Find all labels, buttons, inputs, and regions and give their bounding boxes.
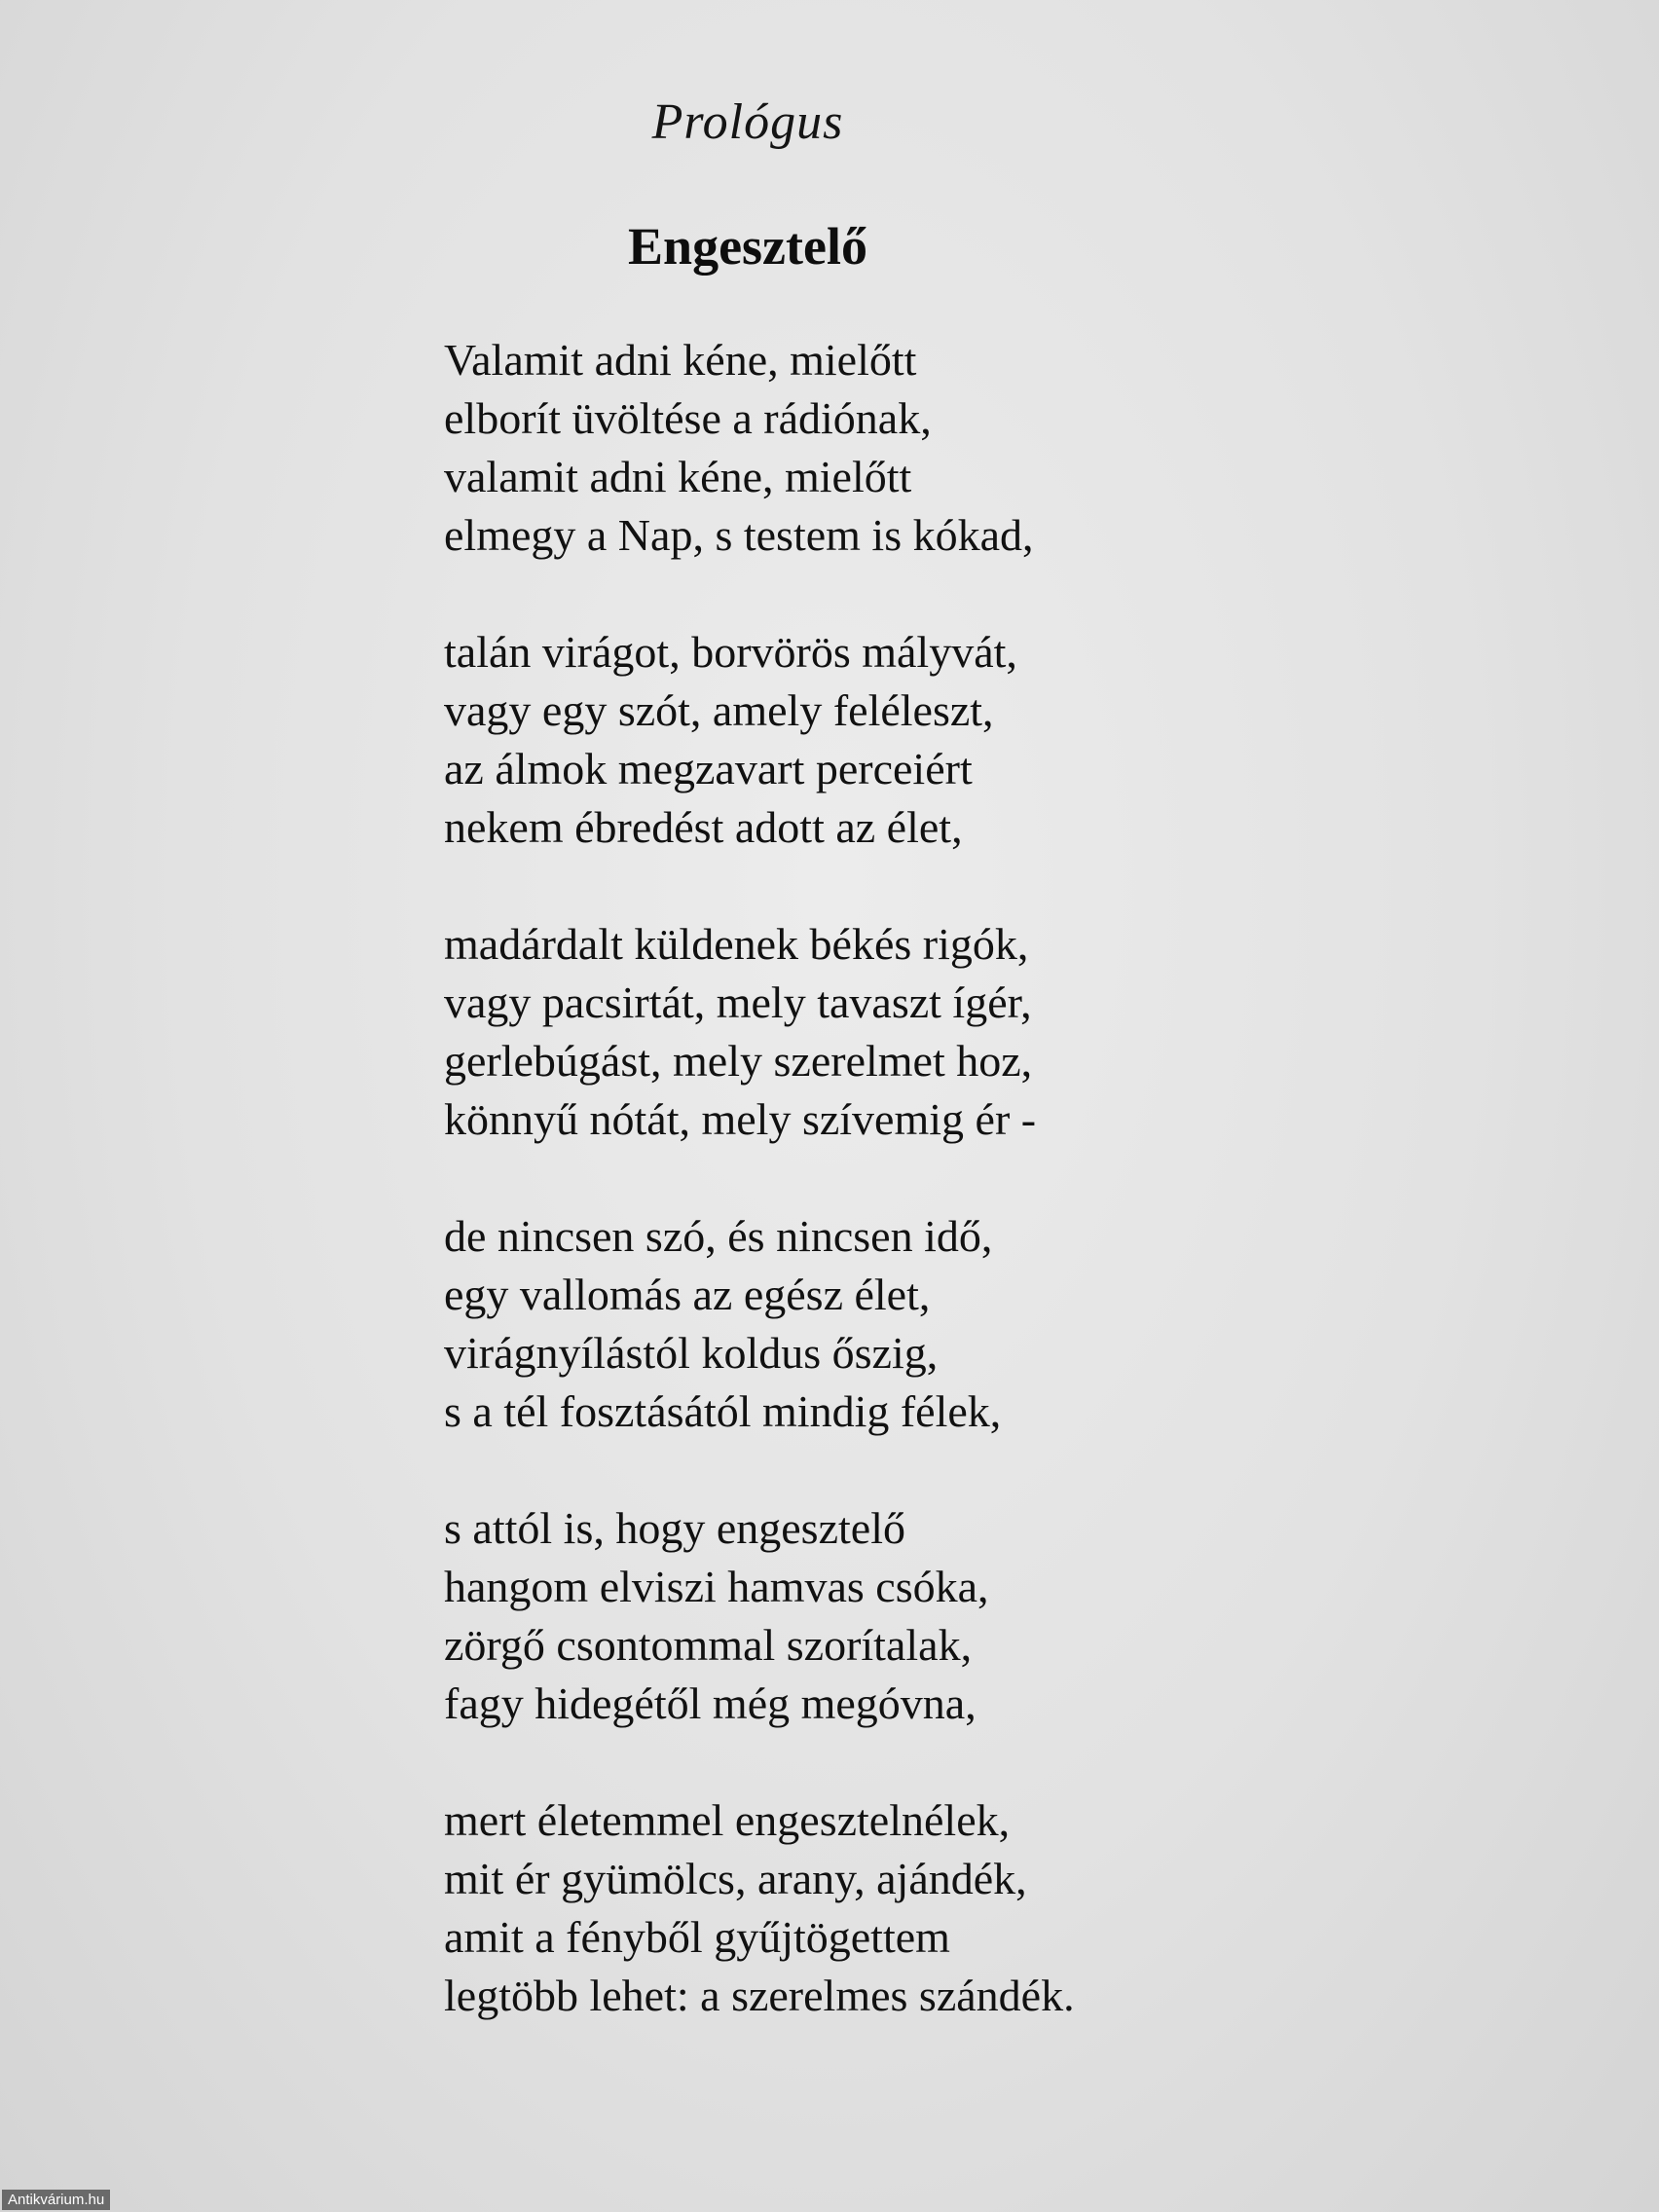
poem-line: s attól is, hogy engesztelő <box>444 1503 905 1553</box>
poem-line: mert életemmel engesztelnélek, <box>444 1795 1011 1845</box>
poem-line: az álmok megzavart perceiért <box>444 744 973 793</box>
section-title: Prológus <box>651 94 844 150</box>
poem-title: Engesztelő <box>628 217 867 276</box>
poem-line: de nincsen szó, és nincsen idő, <box>444 1211 993 1261</box>
poem-line: elborít üvöltése a rádiónak, <box>444 393 932 443</box>
poem-line: zörgő csontommal szorítalak, <box>444 1620 973 1670</box>
poem-body <box>444 331 1418 2083</box>
poem-line: egy vallomás az egész élet, <box>444 1270 931 1319</box>
poem-line: fagy hidegétől még megóvna, <box>444 1678 977 1728</box>
stanza-5 <box>444 1499 1418 1733</box>
watermark-label: Antikvárium.hu <box>2 2190 110 2210</box>
poem-line: nekem ébredést adott az élet, <box>444 802 963 852</box>
poem-line: madárdalt küldenek békés rigók, <box>444 919 1029 969</box>
poem-line: valamit adni kéne, mielőtt <box>444 452 912 501</box>
poem-line: talán virágot, borvörös mályvát, <box>444 627 1017 677</box>
poem-line: legtöbb lehet: a szerelmes szándék. <box>444 1971 1075 2020</box>
stanza-4 <box>444 1207 1418 1441</box>
poem-line: vagy pacsirtát, mely tavaszt ígér, <box>444 977 1032 1027</box>
poem-line: Valamit adni kéne, mielőtt <box>444 335 917 385</box>
stanza-2 <box>444 623 1418 857</box>
poem-line: vagy egy szót, amely feléleszt, <box>444 685 994 735</box>
poem-line: virágnyílástól koldus őszig, <box>444 1328 939 1378</box>
stanza-6 <box>444 1791 1418 2025</box>
poem-line: mit ér gyümölcs, arany, ajándék, <box>444 1854 1027 1903</box>
poem-line: gerlebúgást, mely szerelmet hoz, <box>444 1036 1033 1086</box>
stanza-3 <box>444 915 1418 1149</box>
poem-line: elmegy a Nap, s testem is kókad, <box>444 510 1034 560</box>
poem-line: hangom elviszi hamvas csóka, <box>444 1562 989 1611</box>
poem-line: amit a fényből gyűjtögettem <box>444 1912 950 1962</box>
stanza-1 <box>444 331 1418 565</box>
poem-line: könnyű nótát, mely szívemig ér - <box>444 1094 1037 1144</box>
poem-line: s a tél fosztásától mindig félek, <box>444 1386 1002 1436</box>
